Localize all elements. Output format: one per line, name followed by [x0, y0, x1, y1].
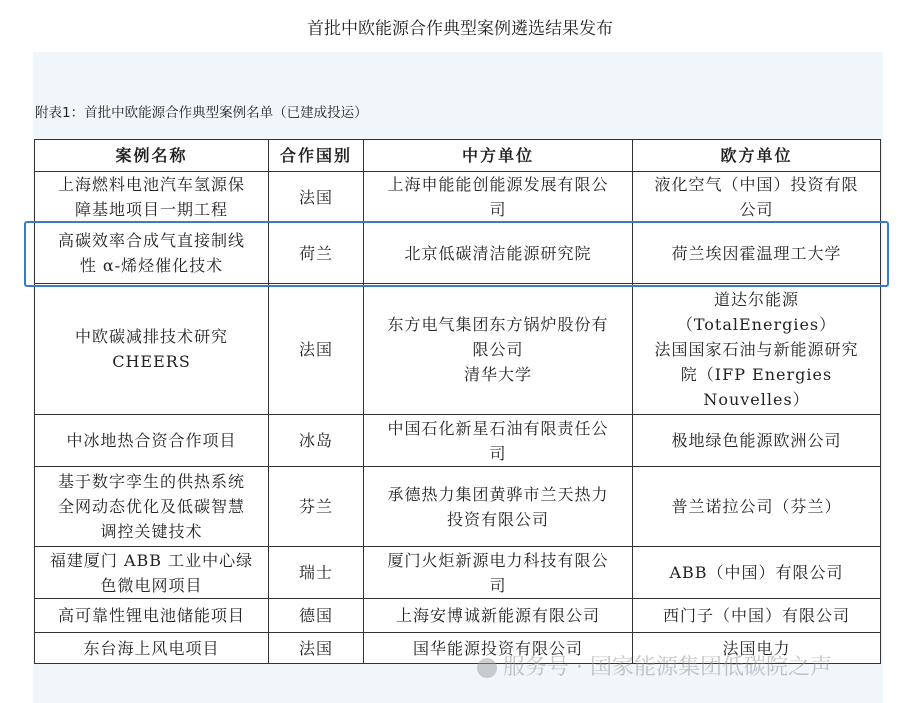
table-caption: 附表1：首批中欧能源合作典型案例名单（已建成投运） [35, 105, 368, 121]
case-name-line: CHEERS [112, 352, 191, 371]
header-country: 合作国别 [269, 140, 364, 172]
watermark [477, 650, 832, 681]
chinese-unit-line: 上海安博诚新能源有限公司 [395, 606, 600, 625]
chinese-unit-line: 司 [489, 200, 507, 219]
watermark-text: 服务号 · 国家能源集团低碳院之声 [503, 655, 832, 680]
european-unit-cell [633, 284, 881, 415]
case-name-line: 东台海上风电项目 [83, 638, 220, 658]
case-table [34, 139, 881, 664]
european-unit-line: Nouvelles） [703, 389, 810, 409]
case-name-cell [35, 284, 269, 415]
european-unit-cell [633, 599, 881, 633]
chinese-unit-line: 司 [489, 443, 507, 463]
header-european-unit: 欧方单位 [633, 140, 881, 172]
european-unit-line: 公司 [739, 200, 774, 219]
case-name-line: 色微电网项目 [100, 575, 203, 595]
european-unit-cell [633, 547, 881, 599]
country-cell: 法国 [269, 172, 364, 223]
chinese-unit-cell [364, 223, 633, 284]
table-header-row [35, 140, 881, 172]
header-case-name: 案例名称 [35, 140, 269, 172]
european-unit-line: 极地绿色能源欧洲公司 [671, 431, 842, 450]
chinese-unit-line: 上海申能能创能源发展有限公 [387, 175, 609, 194]
chinese-unit-cell [364, 415, 633, 467]
european-unit-line: 法国国家石油与新能源研究 [654, 339, 859, 359]
chinese-unit-cell [364, 284, 633, 415]
case-name-cell [35, 223, 269, 284]
chinese-unit-line: 限公司 [472, 339, 524, 359]
case-name-line: 福建厦门 ABB 工业中心绿 [49, 550, 254, 570]
european-unit-line: 液化空气（中国）投资有限 [654, 175, 859, 194]
case-name-cell [35, 415, 269, 467]
chinese-unit-line: 中国石化新星石油有限责任公 [387, 418, 609, 438]
european-unit-cell [633, 467, 881, 547]
chinese-unit-line: 司 [489, 575, 507, 595]
table-row [35, 223, 881, 284]
chinese-unit-cell [364, 172, 633, 223]
european-unit-line: 普兰诺拉公司（芬兰） [671, 497, 842, 516]
chinese-unit-line: 厦门火炬新源电力科技有限公 [387, 550, 609, 570]
chinese-unit-cell [364, 547, 633, 599]
country-cell: 冰岛 [269, 415, 364, 467]
header-chinese-unit: 中方单位 [364, 140, 633, 172]
chinese-unit-cell [364, 599, 633, 633]
european-unit-line: 法国电力 [722, 638, 791, 658]
european-unit-line: 道达尔能源 [713, 289, 799, 309]
country-cell: 荷兰 [269, 223, 364, 284]
wechat-logo-icon [477, 658, 497, 678]
table-row [35, 599, 881, 633]
chinese-unit-cell [364, 467, 633, 547]
case-name-line: 高碳效率合成气直接制线 [57, 231, 245, 250]
table-row [35, 547, 881, 599]
country-cell: 瑞士 [269, 547, 364, 599]
table-row [35, 284, 881, 415]
case-name-line: 中欧碳减排技术研究 [74, 327, 228, 346]
european-unit-line: ABB（中国）有限公司 [669, 563, 844, 582]
country-cell: 德国 [269, 599, 364, 633]
case-name-cell [35, 633, 269, 664]
chinese-unit-line: 投资有限公司 [446, 509, 549, 529]
case-name-line: 性 α-烯烃催化技术 [79, 256, 224, 275]
country-cell: 法国 [269, 633, 364, 664]
european-unit-line: （TotalEnergies） [676, 314, 837, 334]
european-unit-cell [633, 172, 881, 223]
case-name-line: 高可靠性锂电池储能项目 [57, 606, 245, 625]
table-row [35, 172, 881, 223]
chinese-unit-line: 东方电气集团东方锅炉股份有 [387, 314, 609, 334]
european-unit-line: 西门子（中国）有限公司 [662, 606, 850, 625]
case-name-cell [35, 172, 269, 223]
chinese-unit-line: 清华大学 [463, 364, 532, 384]
table-row [35, 415, 881, 467]
case-name-line: 上海燃料电池汽车氢源保 [57, 175, 245, 194]
european-unit-cell [633, 415, 881, 467]
european-unit-line: 院（IFP Energies [680, 364, 833, 384]
chinese-unit-line: 承德热力集团黄骅市兰天热力 [387, 484, 609, 504]
case-name-cell [35, 547, 269, 599]
case-name-line: 中冰地热合资合作项目 [66, 431, 237, 450]
case-name-line: 全网动态优化及低碳智慧 [57, 497, 245, 516]
case-name-cell [35, 467, 269, 547]
case-name-line: 障基地项目一期工程 [74, 200, 228, 219]
european-unit-cell [633, 223, 881, 284]
country-cell: 法国 [269, 284, 364, 415]
country-cell: 芬兰 [269, 467, 364, 547]
european-unit-line: 荷兰埃因霍温理工大学 [671, 243, 842, 263]
page-title: 首批中欧能源合作典型案例遴选结果发布 [307, 19, 613, 39]
chinese-unit-line: 北京低碳清洁能源研究院 [404, 243, 592, 263]
case-name-line: 基于数字孪生的供热系统 [57, 472, 245, 491]
case-name-cell [35, 599, 269, 633]
chinese-unit-line: 国华能源投资有限公司 [412, 638, 583, 658]
table-row [35, 467, 881, 547]
case-name-line: 调控关键技术 [100, 522, 203, 541]
